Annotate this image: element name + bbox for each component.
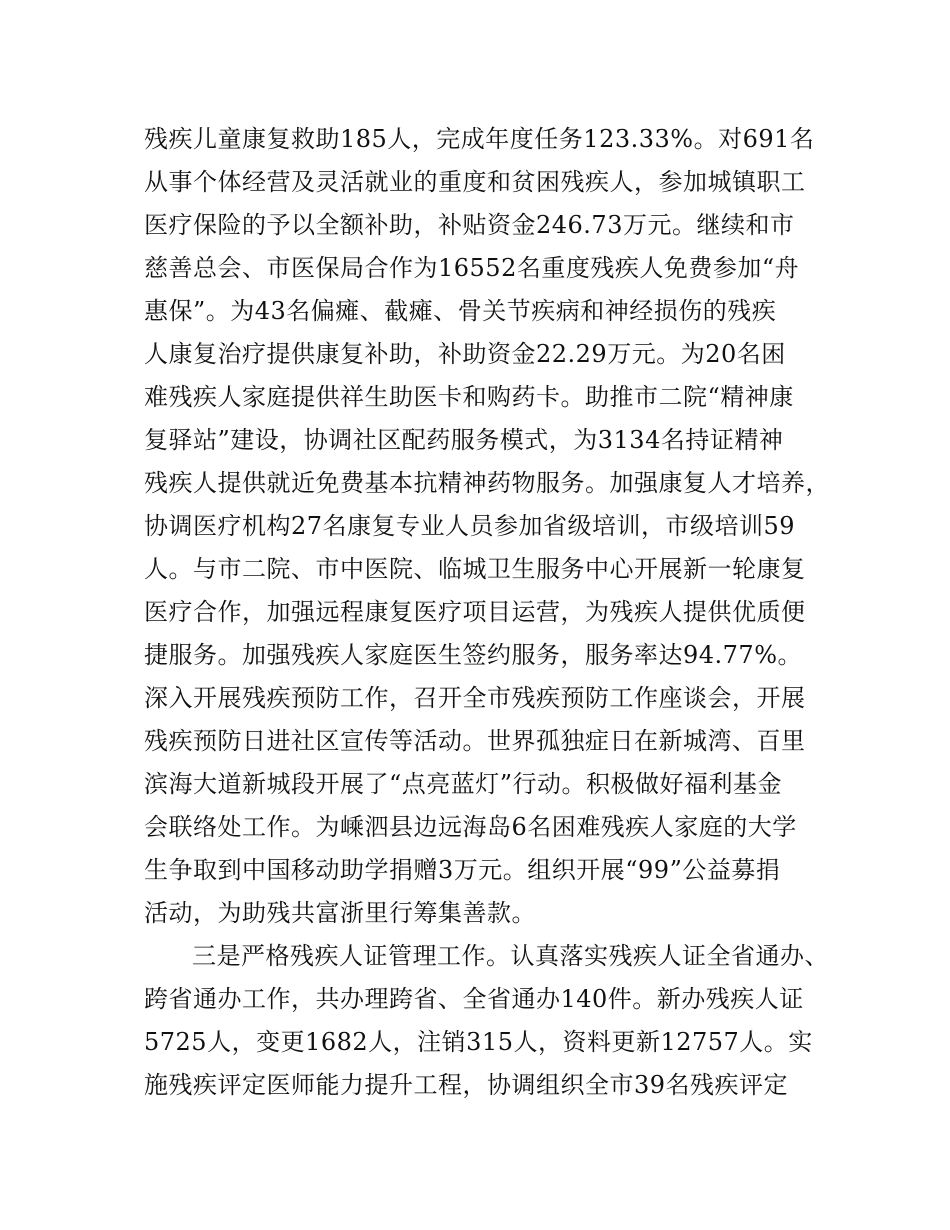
- text-line: 复驿站”建设，协调社区配药服务模式，为3134名持证精神: [144, 426, 784, 454]
- text-line: 人康复治疗提供康复补助，补助资金22.29万元。为20名困: [144, 340, 786, 368]
- text-line: 残疾预防日进社区宣传等活动。世界孤独症日在新城湾、百里: [144, 727, 806, 755]
- text-line: 5725人，变更1682人，注销315人，资料更新12757人。实: [144, 1028, 813, 1056]
- text-line: 深入开展残疾预防工作，召开全市残疾预防工作座谈会，开展: [144, 684, 806, 712]
- text-line: 医疗保险的予以全额补助，补贴资金246.73万元。继续和市: [144, 211, 795, 239]
- text-line: 从事个体经营及灵活就业的重度和贫困残疾人，参加城镇职工: [144, 168, 806, 196]
- text-line: 医疗合作，加强远程康复医疗项目运营，为残疾人提供优质便: [144, 598, 806, 626]
- text-line: 生争取到中国移动助学捐赠3万元。组织开展“99”公益募捐: [144, 856, 781, 884]
- text-line: 惠保”。为43名偏瘫、截瘫、骨关节疾病和神经损伤的残疾: [144, 297, 777, 325]
- text-line: 跨省通办工作，共办理跨省、全省通办140件。新办残疾人证: [144, 985, 804, 1013]
- text-line: 施残疾评定医师能力提升工程，协调组织全市39名残疾评定: [144, 1071, 789, 1099]
- text-line: 慈善总会、市医保局合作为16552名重度残疾人免费参加“舟: [144, 254, 800, 282]
- text-line: 会联络处工作。为嵊泗县边远海岛6名困难残疾人家庭的大学: [144, 813, 797, 841]
- text-line: 协调医疗机构27名康复专业人员参加省级培训，市级培训59: [144, 512, 796, 540]
- body-text: [144, 118, 834, 1107]
- text-line: 滨海大道新城段开展了“点亮蓝灯”行动。积极做好福利基金: [144, 770, 783, 798]
- text-line: 残疾儿童康复救助185人，完成年度任务123.33%。对691名: [144, 125, 815, 153]
- text-line: 活动，为助残共富浙里行筹集善款。: [144, 899, 536, 927]
- paragraph-start-line: 三是严格残疾人证管理工作。认真落实残疾人证全省通办、: [192, 942, 829, 970]
- text-line: 捷服务。加强残疾人家庭医生签约服务，服务率达94.77%。: [144, 641, 803, 669]
- text-line: 残疾人提供就近免费基本抗精神药物服务。加强康复人才培养，: [144, 469, 830, 497]
- text-line: 难残疾人家庭提供祥生助医卡和购药卡。助推市二院“精神康: [144, 383, 794, 411]
- text-line: 人。与市二院、市中医院、临城卫生服务中心开展新一轮康复: [144, 555, 806, 583]
